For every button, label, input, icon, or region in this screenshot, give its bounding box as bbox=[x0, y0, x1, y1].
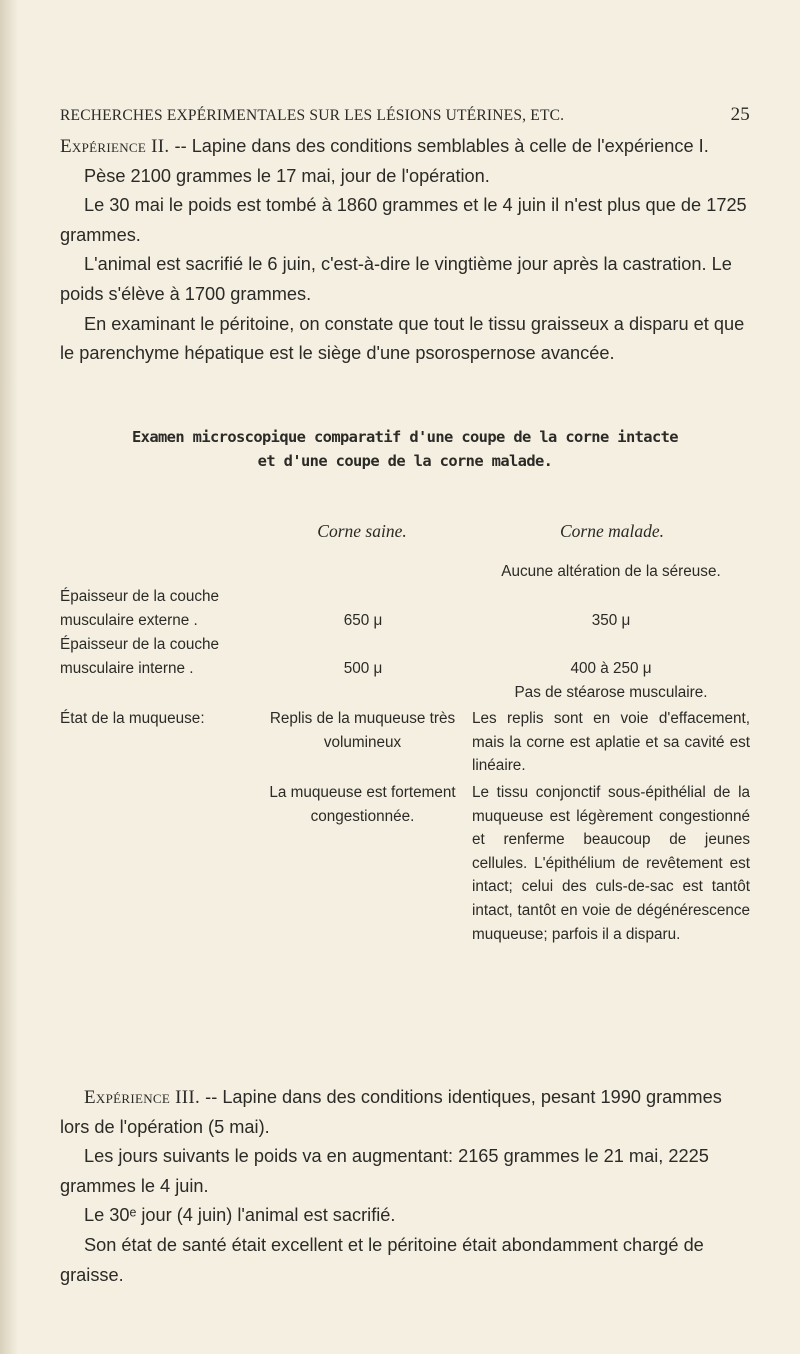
row2-malade: 400 à 250 μ bbox=[570, 660, 652, 677]
experiment-3-section bbox=[60, 1083, 750, 1290]
running-title: RECHERCHES EXPÉRIMENTALES SUR LES LÉSIONS UTÉRINES, ETC. bbox=[60, 107, 565, 124]
running-header bbox=[60, 104, 750, 126]
page-edge-shadow bbox=[0, 0, 18, 1354]
exam-title-line: et d'une coupe de la corne malade. bbox=[257, 452, 553, 470]
paragraph bbox=[60, 132, 750, 162]
row1-malade: 350 μ bbox=[591, 612, 631, 629]
experiment-heading: Expérience III. bbox=[84, 1087, 201, 1108]
paragraph bbox=[60, 1083, 750, 1142]
column-header-saine: Corne saine. bbox=[317, 521, 407, 541]
paragraph: Les jours suivants le poids va en augmentant: 2165 grammes le 21 mai, 2225 grammes le 4 juin. bbox=[60, 1146, 709, 1196]
row-label-muqueuse: État de la muqueuse: bbox=[60, 710, 205, 727]
paragraph: L'animal est sacrifié le 6 juin, c'est-à-dire le vingtième jour après la castration. Le poids s'élève à 1700 grammes. bbox=[60, 254, 732, 304]
paragraph: Le 30 mai le poids est tombé à 1860 grammes et le 4 juin il n'est plus que de 1725 grammes. bbox=[60, 195, 747, 245]
exam-title bbox=[60, 425, 750, 473]
row-label-musc-externe: Épaisseur de la couche musculaire externe . bbox=[60, 588, 220, 629]
row1-saine: 650 μ bbox=[343, 612, 383, 629]
paragraph-text: -- Lapine dans des conditions identiques, pesant 1990 grammes lors de l'opération (5 mai). bbox=[60, 1087, 722, 1137]
malade-replis: Les replis sont en voie d'effacement, mais la corne est aplatie et sa cavité est linéaire. bbox=[472, 710, 750, 775]
page-number: 25 bbox=[730, 104, 750, 125]
paragraph: Son état de santé était excellent et le péritoine était abondamment chargé de graisse. bbox=[60, 1234, 704, 1285]
paragraph-text: -- Lapine dans des conditions semblables à celle de l'expérience I. bbox=[169, 136, 709, 156]
paragraph: Pèse 2100 grammes le 17 mai, jour de l'opération. bbox=[84, 165, 490, 186]
paragraph: En examinant le péritoine, on constate que tout le tissu graisseux a disparu et que le parenchyme hépatique est le siège d'une psorospernose avancée. bbox=[60, 313, 745, 364]
stearose-note: Pas de stéarose musculaire. bbox=[514, 684, 708, 701]
sereuse-note: Aucune altération de la séreuse. bbox=[501, 563, 721, 580]
row-label-musc-interne: Épaisseur de la couche musculaire interne . bbox=[60, 636, 220, 677]
saine-replis: Replis de la muqueuse très volumineux bbox=[269, 710, 456, 751]
column-header-malade: Corne malade. bbox=[559, 521, 665, 541]
malade-tissu: Le tissu conjonctif sous-épithélial de la muqueuse est légèrement congestionné et renferme beaucoup de jeunes cellules. L'épithélium de revêtement est intact; celui des culs-de-sac est tantôt intact, tantôt en voie de dégénérescence muqueuse; parfois il a disparu. bbox=[472, 784, 750, 943]
experiment-2-section bbox=[60, 132, 750, 369]
exam-title-line: Examen microscopique comparatif d'une coupe de la corne intacte bbox=[132, 428, 678, 446]
experiment-heading: Expérience II. bbox=[60, 136, 170, 157]
paragraph: Le 30ᵉ jour (4 juin) l'animal est sacrifié. bbox=[84, 1205, 396, 1226]
saine-congestion: La muqueuse est fortement congestionnée. bbox=[269, 784, 456, 825]
row2-saine: 500 μ bbox=[343, 660, 383, 677]
